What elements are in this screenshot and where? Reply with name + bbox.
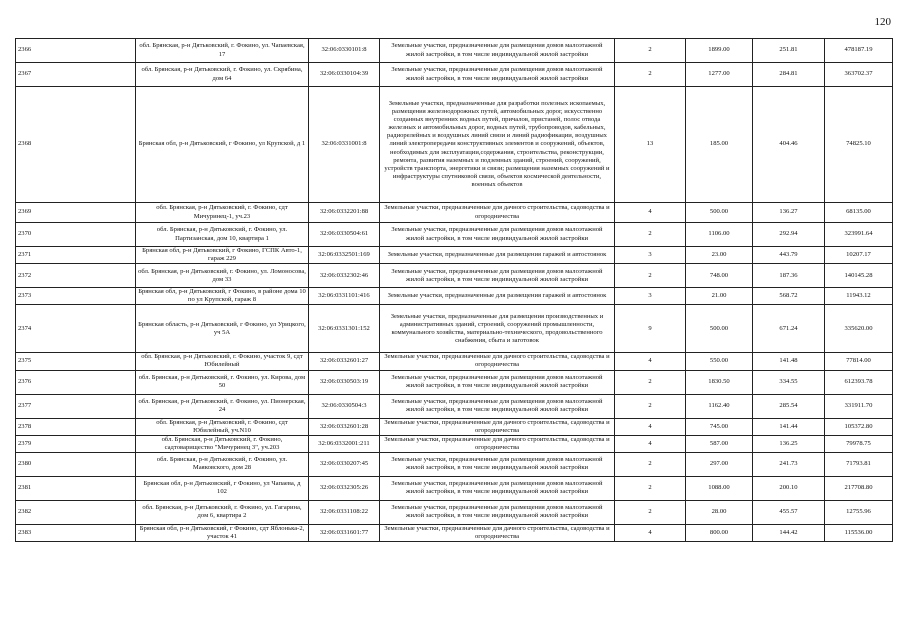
area-cell: 800.00 bbox=[686, 524, 753, 541]
table-row bbox=[16, 476, 893, 500]
cadastral-number-cell: 32:06:0331001:8 bbox=[309, 87, 380, 203]
group-cell: 2 bbox=[615, 223, 686, 247]
group-cell: 13 bbox=[615, 87, 686, 203]
group-cell: 2 bbox=[615, 452, 686, 476]
cadastral-value-cell: 363702.37 bbox=[825, 63, 893, 87]
area-cell: 1899.00 bbox=[686, 39, 753, 63]
cadastral-value-cell: 10207.17 bbox=[825, 247, 893, 264]
group-cell: 2 bbox=[615, 500, 686, 524]
group-cell: 3 bbox=[615, 288, 686, 305]
address-cell: обл. Брянская, р-н Дятьковский, г. Фокино, участок 9, сдт Юбилейный bbox=[136, 353, 309, 370]
table-row bbox=[16, 223, 893, 247]
group-cell: 2 bbox=[615, 370, 686, 394]
cadastral-value-cell: 217708.80 bbox=[825, 476, 893, 500]
area-cell: 748.00 bbox=[686, 264, 753, 288]
unit-value-cell: 671.24 bbox=[753, 305, 825, 353]
address-cell: обл. Брянская, р-н Дятьковский, г. Фокино, ул. Ломоносова, дом 33 bbox=[136, 264, 309, 288]
unit-value-cell: 404.46 bbox=[753, 87, 825, 203]
group-cell: 9 bbox=[615, 305, 686, 353]
row-number: 2370 bbox=[16, 223, 136, 247]
table-row bbox=[16, 39, 893, 63]
land-use-cell: Земельные участки, предназначенные для размещения гаражей и автостоянок bbox=[380, 288, 615, 305]
land-use-cell: Земельные участки, предназначенные для размещения домов малоэтажной жилой застройки, в том числе индивидуальной жилой застройки bbox=[380, 370, 615, 394]
area-cell: 1830.50 bbox=[686, 370, 753, 394]
cadastral-number-cell: 32:06:0332302:46 bbox=[309, 264, 380, 288]
address-cell: обл. Брянская, р-н Дятьковский, г. Фокино, ул. Партизанская, дом 10, квартира 1 bbox=[136, 223, 309, 247]
land-use-cell: Земельные участки, предназначенные для размещения домов малоэтажной жилой застройки, в том числе индивидуальной жилой застройки bbox=[380, 264, 615, 288]
cadastral-number-cell: 32:06:0331101:416 bbox=[309, 288, 380, 305]
row-number: 2376 bbox=[16, 370, 136, 394]
unit-value-cell: 141.44 bbox=[753, 418, 825, 435]
land-use-cell: Земельные участки, предназначенные для размещения домов малоэтажной жилой застройки, в том числе индивидуальной жилой застройки bbox=[380, 39, 615, 63]
table-row bbox=[16, 305, 893, 353]
row-number: 2369 bbox=[16, 203, 136, 223]
table-row bbox=[16, 288, 893, 305]
area-cell: 185.00 bbox=[686, 87, 753, 203]
area-cell: 1088.00 bbox=[686, 476, 753, 500]
row-number: 2382 bbox=[16, 500, 136, 524]
cadastral-number-cell: 32:06:0330207:45 bbox=[309, 452, 380, 476]
table-row bbox=[16, 500, 893, 524]
table-row bbox=[16, 524, 893, 541]
table-row bbox=[16, 87, 893, 203]
row-number: 2374 bbox=[16, 305, 136, 353]
unit-value-cell: 568.72 bbox=[753, 288, 825, 305]
cadastral-number-cell: 32:06:0331601:77 bbox=[309, 524, 380, 541]
cadastral-value-cell: 335620.00 bbox=[825, 305, 893, 353]
row-number: 2377 bbox=[16, 394, 136, 418]
group-cell: 4 bbox=[615, 353, 686, 370]
area-cell: 1162.40 bbox=[686, 394, 753, 418]
table-row bbox=[16, 247, 893, 264]
group-cell: 2 bbox=[615, 63, 686, 87]
address-cell: обл. Брянская, р-н Дятьковский, г. Фокино, ул. Кирова, дом 50 bbox=[136, 370, 309, 394]
cadastral-value-cell: 71793.81 bbox=[825, 452, 893, 476]
address-cell: Брянская обл, р-н Дятьковский, г Фокино, сдт Яблонька-2, участок 41 bbox=[136, 524, 309, 541]
land-use-cell: Земельные участки, предназначенные для дачного строительства, садоводства и огородничества bbox=[380, 418, 615, 435]
area-cell: 28.00 bbox=[686, 500, 753, 524]
address-cell: обл. Брянская, р-н Дятьковский, г. Фокино, садтоварищество "Мичуринец 3", уч.203 bbox=[136, 435, 309, 452]
area-cell: 23.00 bbox=[686, 247, 753, 264]
address-cell: обл. Брянская, р-н Дятьковский, г. Фокино, сдт Юбилейный, уч.N10 bbox=[136, 418, 309, 435]
area-cell: 297.00 bbox=[686, 452, 753, 476]
group-cell: 3 bbox=[615, 247, 686, 264]
land-use-cell: Земельные участки, предназначенные для дачного строительства, садоводства и огородничества bbox=[380, 435, 615, 452]
unit-value-cell: 455.57 bbox=[753, 500, 825, 524]
area-cell: 500.00 bbox=[686, 305, 753, 353]
land-use-cell: Земельные участки, предназначенные для размещения домов малоэтажной жилой застройки, в том числе индивидуальной жилой застройки bbox=[380, 452, 615, 476]
cadastral-number-cell: 32:06:0332501:169 bbox=[309, 247, 380, 264]
group-cell: 2 bbox=[615, 476, 686, 500]
cadastral-number-cell: 32:06:0330503:19 bbox=[309, 370, 380, 394]
cadastral-number-cell: 32:06:0332601:27 bbox=[309, 353, 380, 370]
row-number: 2368 bbox=[16, 87, 136, 203]
area-cell: 21.00 bbox=[686, 288, 753, 305]
unit-value-cell: 285.54 bbox=[753, 394, 825, 418]
land-use-cell: Земельные участки, предназначенные для разработки полезных ископаемых, размещения железнодорожных путей, автомобильных дорог, искусственно созданных внутренних водных путей, причалов, пристаней, полос отвода железных и автомобильных дорог, водных путей, трубопроводов, кабельных, радиорелейных и воздушных линий связи и линий радиофикации, воздушных линий электропередачи конструктивных элементов и сооружений, объектов, необходимых для эксплуатации,содержания, строительства, реконструкции, ремонта, развития наземных и подземных зданий, строений, сооружений, устройств транспорта, энергетики и связи; размещения наземных сооружений и инфраструктуры спутниковой связи, объектов космической деятельности, военных объектов bbox=[380, 87, 615, 203]
cadastral-number-cell: 32:06:0330504:3 bbox=[309, 394, 380, 418]
table-row bbox=[16, 370, 893, 394]
unit-value-cell: 141.48 bbox=[753, 353, 825, 370]
row-number: 2375 bbox=[16, 353, 136, 370]
cadastral-number-cell: 32:06:0332001:211 bbox=[309, 435, 380, 452]
cadastral-value-cell: 12755.96 bbox=[825, 500, 893, 524]
land-use-cell: Земельные участки, предназначенные для размещения домов малоэтажной жилой застройки, в том числе индивидуальной жилой застройки bbox=[380, 500, 615, 524]
land-use-cell: Земельные участки, предназначенные для размещения гаражей и автостоянок bbox=[380, 247, 615, 264]
land-use-cell: Земельные участки, предназначенные для размещения производственных и административных зданий, строений, сооружений промышленности, коммунального хозяйства, материально-технического, продовольственного снабжения, сбыта и заготовок bbox=[380, 305, 615, 353]
unit-value-cell: 284.81 bbox=[753, 63, 825, 87]
unit-value-cell: 200.10 bbox=[753, 476, 825, 500]
cadastral-value-cell: 323991.64 bbox=[825, 223, 893, 247]
table-row bbox=[16, 394, 893, 418]
row-number: 2366 bbox=[16, 39, 136, 63]
address-cell: обл. Брянская, р-н Дятьковский, г. Фокино, ул. Пионерская, 24 bbox=[136, 394, 309, 418]
address-cell: Брянская обл, р-н Дятьковский, г Фокино, в районе дома 10 по ул Крупской, гараж 8 bbox=[136, 288, 309, 305]
group-cell: 4 bbox=[615, 203, 686, 223]
group-cell: 2 bbox=[615, 394, 686, 418]
land-use-cell: Земельные участки, предназначенные для размещения домов малоэтажной жилой застройки, в том числе индивидуальной жилой застройки bbox=[380, 223, 615, 247]
row-number: 2379 bbox=[16, 435, 136, 452]
unit-value-cell: 292.94 bbox=[753, 223, 825, 247]
unit-value-cell: 136.25 bbox=[753, 435, 825, 452]
area-cell: 500.00 bbox=[686, 203, 753, 223]
unit-value-cell: 241.73 bbox=[753, 452, 825, 476]
address-cell: обл. Брянская, р-н Дятьковский, г. Фокино, ул. Маяковского, дом 28 bbox=[136, 452, 309, 476]
row-number: 2367 bbox=[16, 63, 136, 87]
cadastral-number-cell: 32:06:0332305:26 bbox=[309, 476, 380, 500]
row-number: 2383 bbox=[16, 524, 136, 541]
cadastral-number-cell: 32:06:0331108:22 bbox=[309, 500, 380, 524]
table-row bbox=[16, 63, 893, 87]
cadastral-value-cell: 68135.00 bbox=[825, 203, 893, 223]
address-cell: Брянская обл, р-н Дятьковский, г Фокино, ул Чапаева, д 102 bbox=[136, 476, 309, 500]
address-cell: обл. Брянская, р-н Дятьковский, г. Фокино, ул. Скрябина, дом 64 bbox=[136, 63, 309, 87]
land-use-cell: Земельные участки, предназначенные для дачного строительства, садоводства и огородничества bbox=[380, 353, 615, 370]
table-body bbox=[16, 39, 893, 542]
table-row bbox=[16, 452, 893, 476]
group-cell: 2 bbox=[615, 39, 686, 63]
cadastral-value-cell: 140145.28 bbox=[825, 264, 893, 288]
cadastral-value-cell: 79978.75 bbox=[825, 435, 893, 452]
group-cell: 4 bbox=[615, 435, 686, 452]
group-cell: 4 bbox=[615, 418, 686, 435]
land-use-cell: Земельные участки, предназначенные для дачного строительства, садоводства и огородничества bbox=[380, 203, 615, 223]
cadastral-value-cell: 612393.78 bbox=[825, 370, 893, 394]
area-cell: 550.00 bbox=[686, 353, 753, 370]
cadastral-value-cell: 331911.70 bbox=[825, 394, 893, 418]
row-number: 2371 bbox=[16, 247, 136, 264]
land-use-cell: Земельные участки, предназначенные для размещения домов малоэтажной жилой застройки, в том числе индивидуальной жилой застройки bbox=[380, 394, 615, 418]
address-cell: обл. Брянская, р-н Дятьковский, г. Фокино, ул. Чапаевская, 17 bbox=[136, 39, 309, 63]
cadastral-value-cell: 115536.00 bbox=[825, 524, 893, 541]
row-number: 2380 bbox=[16, 452, 136, 476]
cadastral-number-cell: 32:06:0332201:88 bbox=[309, 203, 380, 223]
address-cell: Брянская обл, р-н Дятьковский, г Фокино, ул Крупской, д 1 bbox=[136, 87, 309, 203]
unit-value-cell: 334.55 bbox=[753, 370, 825, 394]
cadastral-number-cell: 32:06:0330101:8 bbox=[309, 39, 380, 63]
unit-value-cell: 136.27 bbox=[753, 203, 825, 223]
land-use-cell: Земельные участки, предназначенные для размещения домов малоэтажной жилой застройки, в том числе индивидуальной жилой застройки bbox=[380, 476, 615, 500]
area-cell: 1277.00 bbox=[686, 63, 753, 87]
unit-value-cell: 251.81 bbox=[753, 39, 825, 63]
cadastral-number-cell: 32:06:0330504:61 bbox=[309, 223, 380, 247]
row-number: 2373 bbox=[16, 288, 136, 305]
unit-value-cell: 144.42 bbox=[753, 524, 825, 541]
cadastral-number-cell: 32:06:0332601:28 bbox=[309, 418, 380, 435]
cadastral-number-cell: 32:06:0331301:152 bbox=[309, 305, 380, 353]
cadastral-value-cell: 77814.00 bbox=[825, 353, 893, 370]
table-row bbox=[16, 435, 893, 452]
area-cell: 1106.00 bbox=[686, 223, 753, 247]
area-cell: 745.00 bbox=[686, 418, 753, 435]
address-cell: Брянская обл, р-н Дятьковский, г Фокино, ГСПК Авто-1, гараж 229 bbox=[136, 247, 309, 264]
row-number: 2378 bbox=[16, 418, 136, 435]
land-registry-table bbox=[15, 38, 893, 542]
address-cell: Брянская область, р-н Дятьковский, г Фокино, ул Урицкого, уч 5А bbox=[136, 305, 309, 353]
cadastral-value-cell: 105372.80 bbox=[825, 418, 893, 435]
address-cell: обл. Брянская, р-н Дятьковский, г. Фокино, сдт Мичуринец-1, уч.23 bbox=[136, 203, 309, 223]
row-number: 2381 bbox=[16, 476, 136, 500]
group-cell: 4 bbox=[615, 524, 686, 541]
land-use-cell: Земельные участки, предназначенные для дачного строительства, садоводства и огородничества bbox=[380, 524, 615, 541]
page-number: 120 bbox=[874, 16, 891, 28]
row-number: 2372 bbox=[16, 264, 136, 288]
cadastral-value-cell: 11943.12 bbox=[825, 288, 893, 305]
cadastral-value-cell: 74825.10 bbox=[825, 87, 893, 203]
cadastral-number-cell: 32:06:0330104:39 bbox=[309, 63, 380, 87]
unit-value-cell: 443.79 bbox=[753, 247, 825, 264]
cadastral-value-cell: 478187.19 bbox=[825, 39, 893, 63]
table-row bbox=[16, 203, 893, 223]
unit-value-cell: 187.36 bbox=[753, 264, 825, 288]
address-cell: обл. Брянская, р-н Дятьковский, г. Фокино, ул. Гагарина, дом 6, квартира 2 bbox=[136, 500, 309, 524]
group-cell: 2 bbox=[615, 264, 686, 288]
land-use-cell: Земельные участки, предназначенные для размещения домов малоэтажной жилой застройки, в том числе индивидуальной жилой застройки bbox=[380, 63, 615, 87]
table-row bbox=[16, 418, 893, 435]
table-row bbox=[16, 264, 893, 288]
area-cell: 587.00 bbox=[686, 435, 753, 452]
table-row bbox=[16, 353, 893, 370]
